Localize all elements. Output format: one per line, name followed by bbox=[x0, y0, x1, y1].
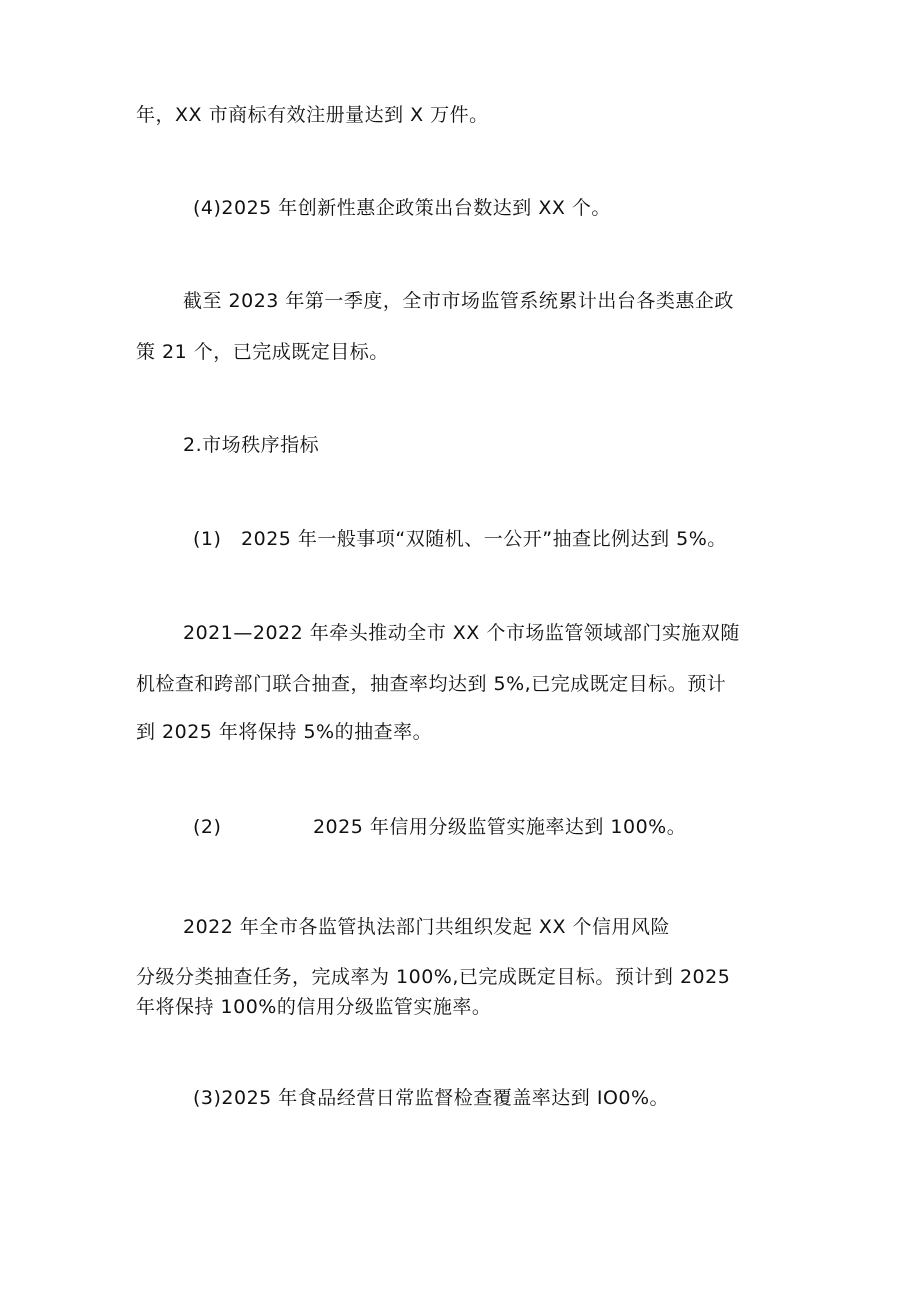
paragraph-line-inspection-1: 2021—2022 年牵头推动全市 XX 个市场监管领域部门实施双随 bbox=[183, 622, 740, 644]
paragraph-line-credit-3: 年将保持 100%的信用分级监管实施率。 bbox=[136, 996, 492, 1018]
paragraph-line-trademark: 年，XX 市商标有效注册量达到 X 万件。 bbox=[136, 104, 489, 126]
paragraph-line-credit-2: 分级分类抽查任务，完成率为 100%,已完成既定目标。预计到 2025 bbox=[136, 966, 731, 988]
paragraph-line-inspection-2: 机检查和跨部门联合抽查，抽查率均达到 5%,已完成既定目标。预计 bbox=[136, 673, 727, 695]
paragraph-line-policy-1: 截至 2023 年第一季度，全市市场监管系统累计出台各类惠企政 bbox=[183, 290, 734, 312]
paragraph-line-credit-1: 2022 年全市各监管执法部门共组织发起 XX 个信用风险 bbox=[183, 916, 671, 938]
heading-item-3-food: (3)2025 年食品经营日常监督检查覆盖率达到 IO0%。 bbox=[193, 1087, 670, 1109]
heading-item-4-policies: (4)2025 年创新性惠企政策出台数达到 XX 个。 bbox=[193, 197, 611, 219]
heading-item-2-credit: (2) 2025 年信用分级监管实施率达到 100%。 bbox=[193, 816, 687, 838]
paragraph-line-policy-2: 策 21 个，已完成既定目标。 bbox=[136, 341, 389, 363]
paragraph-line-inspection-3: 到 2025 年将保持 5%的抽查率。 bbox=[136, 721, 433, 743]
section-heading-market-order: 2.市场秩序指标 bbox=[183, 434, 320, 456]
heading-item-1-random-inspection: (1) 2025 年一般事项“双随机、一公开”抽查比例达到 5%。 bbox=[193, 528, 727, 550]
